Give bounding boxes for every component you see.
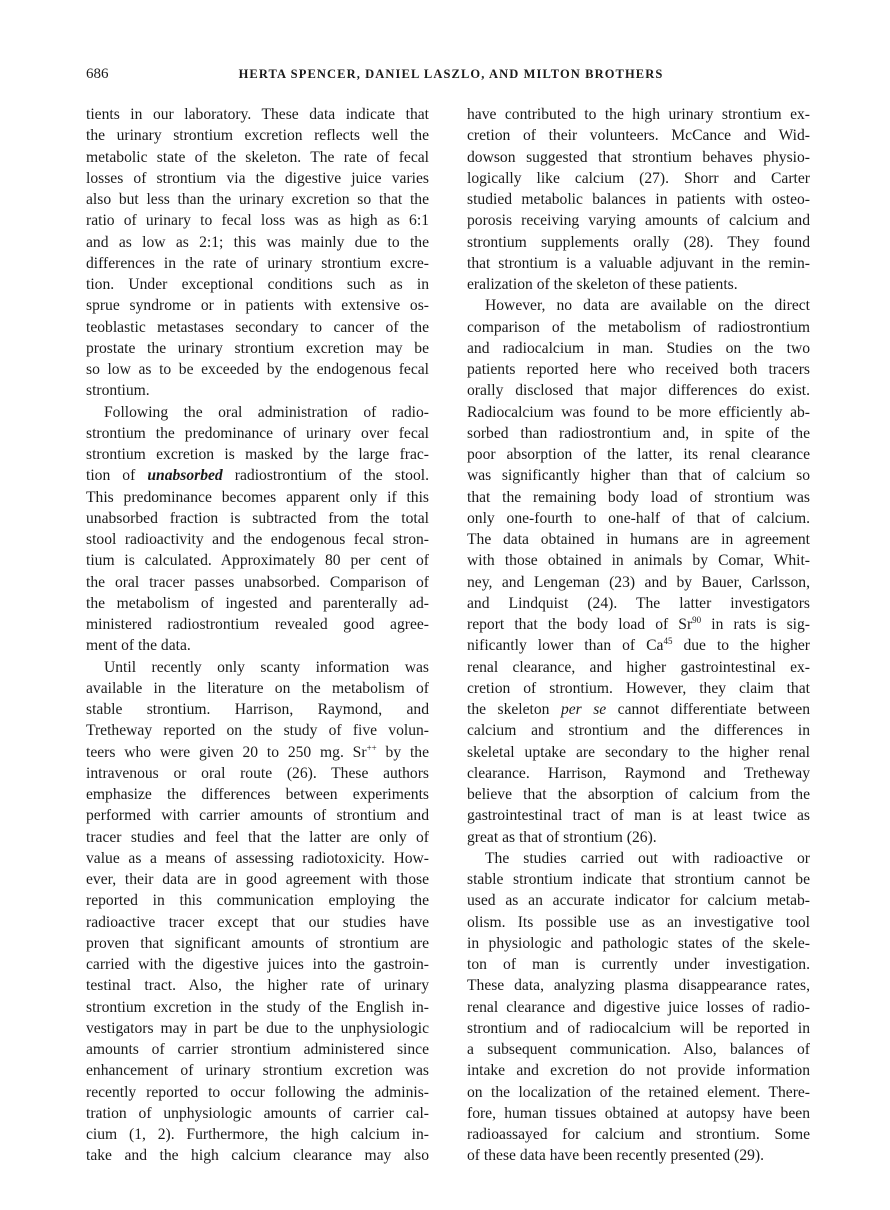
text-line: ministered radiostrontium revealed good agree-	[86, 616, 429, 633]
text-line: tration of unphysiologic amounts of carrier cal-	[86, 1104, 429, 1122]
text-line: proven that significant amounts of strontium are	[86, 934, 429, 952]
text-line: carried with the digestive juices into the gastroin-	[86, 956, 429, 973]
text-line: only one-fourth to one-half of that of calcium.	[467, 509, 810, 527]
text-segment: report that the body load of Sr	[467, 616, 693, 633]
text-line: Radiocalcium was found to be more efficiently ab-	[467, 403, 810, 421]
emphasis-text: unabsorbed	[147, 467, 223, 485]
text-line: that the remaining body load of strontium was	[467, 488, 810, 506]
text-line: strontium excretion is masked by the large frac-	[86, 446, 429, 463]
text-line: value as a means of assessing radiotoxicity. How-	[86, 849, 429, 867]
emphasis-text: per se	[560, 701, 607, 718]
text-line: stable strontium. Harrison, Raymond, and	[86, 701, 429, 718]
text-segment: by the	[385, 743, 430, 761]
text-line: and radiocalcium in man. Studies on the two	[467, 339, 810, 357]
text-segment: tion of	[86, 467, 136, 485]
text-line: strontium the predominance of urinary over fecal	[86, 424, 429, 442]
right-column	[467, 104, 810, 1167]
text-line: cium (1, 2). Furthermore, the high calcium in-	[86, 1126, 429, 1143]
text-line: stool radioactivity and the endogenous fecal stron-	[86, 531, 429, 548]
text-line: that strontium is a valuable adjuvant in the remin-	[467, 254, 810, 272]
text-line: ton of man is currently under investigation.	[467, 956, 810, 973]
text-line: stable strontium indicate that strontium cannot be	[467, 871, 810, 888]
text-line: sprue syndrome or in patients with extensive os-	[86, 297, 429, 315]
text-line: dowson suggested that strontium behaves physio-	[467, 148, 810, 166]
text-line: tion. Under exceptional conditions such as in	[86, 276, 429, 293]
text-line: These data, analyzing plasma disappearance rates,	[467, 977, 810, 995]
text-line: renal clearance and digestive juice losses of radio-	[467, 998, 810, 1016]
text-line: and as low as 2:1; this was mainly due to the	[86, 233, 429, 251]
text-segment: in rats is sig-	[711, 616, 810, 633]
text-segment: nificantly lower than of Ca	[467, 637, 664, 655]
text-line: logically like calcium (27). Shorr and Carter	[467, 169, 810, 187]
text-line: testinal tract. Also, the higher rate of urinary	[86, 977, 429, 995]
text-line: porosis receiving varying amounts of calcium and	[467, 212, 810, 230]
superscript: 45	[663, 636, 673, 647]
text-line: clearance. Harrison, Raymond and Tretheway	[467, 764, 810, 782]
text-line: strontium and of radiocalcium will be reported in	[467, 1019, 810, 1037]
superscript: 90	[692, 615, 702, 625]
text-line: prostate the urinary strontium excretion may be	[86, 339, 429, 357]
text-line: renal clearance, and higher gastrointestinal ex-	[467, 658, 810, 676]
text-line: tracer studies and feel that the latter are only of	[86, 828, 429, 846]
text-line	[86, 742, 429, 763]
text-line: metabolic state of the skeleton. The rate of fecal	[86, 148, 429, 166]
text-line	[467, 699, 810, 720]
text-line: available in the literature on the metabolism of	[86, 679, 429, 697]
text-line: radioactive tracer except that our studies have	[86, 913, 429, 931]
text-line: the oral tracer passes unabsorbed. Comparison of	[86, 573, 429, 591]
text-line: the metabolism of ingested and parenterally ad-	[86, 594, 429, 612]
text-line: reported in this communication employing the	[86, 892, 429, 910]
text-line: sorbed than radiostrontium and, in spite of the	[467, 424, 810, 442]
text-line: Until recently only scanty information was	[104, 658, 429, 676]
text-line: skeletal uptake are secondary to the higher renal	[467, 743, 810, 761]
text-line: patients reported here who received both tracers	[467, 361, 810, 378]
text-line: with those obtained in animals by Comar, Whit-	[467, 552, 810, 570]
text-line: calcium and strontium and the differences in	[467, 722, 810, 740]
text-line: great as that of strontium (26).	[467, 828, 657, 846]
text-line: losses of strontium via the digestive juice varies	[86, 169, 429, 187]
text-line: ney, and Lengeman (23) and by Bauer, Carlsson,	[467, 573, 810, 591]
text-line: recently reported to occur following the adminis-	[86, 1083, 429, 1101]
text-line: orally disclosed that major differences do exist.	[467, 382, 810, 400]
text-line: in physiologic and pathologic states of the skele-	[467, 934, 810, 952]
text-line: and Lindquist (24). The latter investigators	[467, 594, 810, 612]
text-line: Tretheway reported on the study of five volun-	[86, 722, 429, 740]
text-line: Following the oral administration of radio-	[104, 403, 429, 421]
text-line: tium is calculated. Approximately 80 per cent of	[86, 552, 429, 570]
text-line: ratio of urinary to fecal loss was as high as 6:1	[86, 212, 429, 230]
text-line: strontium excretion in the study of the English in-	[86, 998, 429, 1016]
text-line: The studies carried out with radioactive or	[485, 849, 810, 867]
text-line: gastrointestinal tract of man is at least twice as	[467, 807, 810, 825]
text-line: This predominance becomes apparent only if this	[86, 488, 429, 506]
text-line: teoblastic metastases secondary to cancer of the	[86, 318, 429, 336]
text-line	[86, 465, 429, 486]
text-line: differences in the rate of urinary strontium excre-	[86, 254, 429, 272]
superscript: ++	[366, 742, 377, 753]
text-line: so low as to be exceeded by the endogenous fecal	[86, 361, 429, 378]
text-line: However, no data are available on the direct	[485, 297, 810, 315]
text-line: vestigators may in part be due to the unphysiologic	[86, 1019, 429, 1037]
text-line: strontium.	[86, 382, 150, 400]
text-line: enhancement of urinary strontium excretion was	[86, 1062, 429, 1080]
text-line: was significantly higher than that of calcium so	[467, 467, 810, 485]
text-line: a subsequent communication. Also, balances of	[467, 1041, 810, 1058]
text-line: intravenous or oral route (26). These authors	[86, 764, 429, 782]
text-line: eralization of the skeleton of these patients.	[467, 276, 738, 293]
text-line: fore, human tissues obtained at autopsy have been	[467, 1104, 810, 1122]
text-line: intake and excretion do not provide information	[467, 1062, 810, 1080]
text-segment: radiostrontium of the stool.	[234, 467, 429, 485]
text-line: ever, their data are in good agreement with those	[86, 871, 429, 888]
running-head: HERTA SPENCER, DANIEL LASZLO, AND MILTON BROTHERS	[238, 67, 664, 81]
left-column	[86, 104, 429, 1167]
text-line: also but less than the urinary excretion so that the	[86, 191, 429, 208]
text-line: on the localization of the retained element. There-	[467, 1083, 810, 1101]
text-line: studied metabolic balances in patients with osteo-	[467, 191, 810, 208]
text-line	[467, 635, 810, 656]
text-line: amounts of carrier strontium administered since	[86, 1041, 429, 1058]
text-line: strontium supplements orally (28). They found	[467, 233, 810, 251]
text-line: olism. Its possible use as an investigative tool	[467, 913, 810, 931]
text-line: emphasize the differences between experiments	[86, 786, 429, 803]
text-line: ment of the data.	[86, 637, 191, 655]
text-line: believe that the absorption of calcium from the	[467, 786, 810, 803]
text-line: the urinary strontium excretion reflects well the	[86, 127, 429, 145]
text-line: unabsorbed fraction is subtracted from the total	[86, 509, 429, 527]
text-line: cretion of strontium. However, they claim that	[467, 679, 810, 697]
page-number: 686	[86, 66, 109, 82]
text-line: The data obtained in humans are in agreement	[467, 531, 810, 548]
text-segment: teers who were given 20 to 250 mg. Sr	[86, 743, 367, 761]
text-line: of these data have been recently presented (29).	[467, 1147, 765, 1165]
text-line: tients in our laboratory. These data indicate that	[86, 106, 429, 123]
text-line: cretion of their volunteers. McCance and Wid-	[467, 127, 810, 145]
page-header	[86, 66, 816, 90]
text-line: take and the high calcium clearance may also	[86, 1147, 429, 1165]
text-line: poor absorption of the latter, its renal clearance	[467, 446, 810, 463]
text-segment: cannot differentiate between	[617, 701, 810, 718]
text-line: comparison of the metabolism of radiostrontium	[467, 318, 810, 336]
text-segment: the skeleton	[467, 701, 550, 718]
text-line	[467, 614, 810, 635]
text-line: radioassayed for calcium and strontium. Some	[467, 1126, 810, 1143]
text-line: used as an accurate indicator for calcium metab-	[467, 892, 810, 910]
text-line: performed with carrier amounts of strontium and	[86, 807, 429, 825]
text-segment: due to the higher	[683, 637, 810, 655]
text-line: have contributed to the high urinary strontium ex-	[467, 106, 810, 123]
